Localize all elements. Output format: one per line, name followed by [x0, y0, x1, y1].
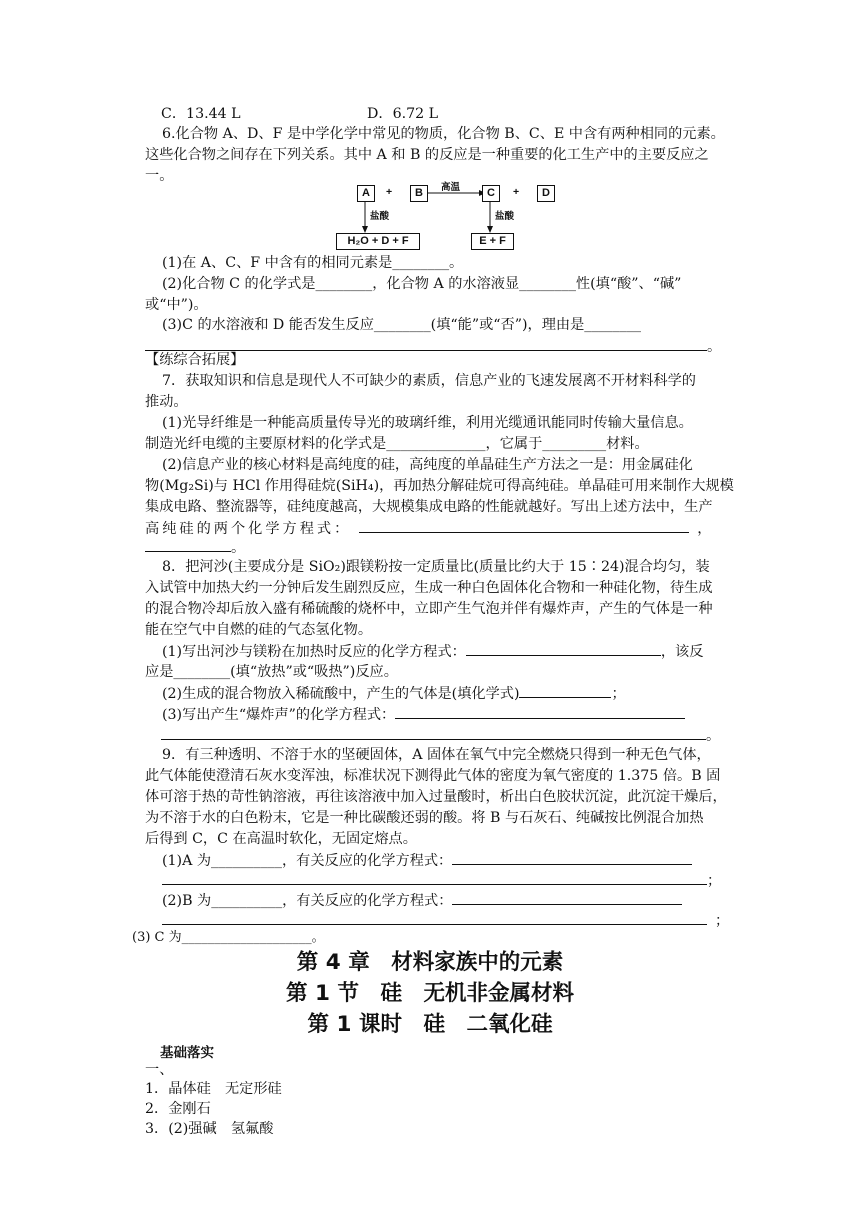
- q7-part1-line1: (1)光导纤维是一种能高质量传导光的玻璃纤维，利用光缆通讯能同时传输大量信息。: [162, 415, 693, 431]
- q7-part2-line2: 物(Mg₂Si)与 HCl 作用得硅烷(SiH₄)，再加热分解硅烷可得高纯硅。单晶硅可用来制作大规模: [145, 478, 734, 494]
- box-a: A: [357, 185, 375, 202]
- q6-part1: (1)在 A、C、F 中含有的相同元素是________。: [162, 255, 464, 271]
- plus-sign-1: +: [386, 186, 393, 198]
- answer-blank: [359, 518, 689, 533]
- box-b: B: [410, 185, 428, 202]
- semicolon: ；: [715, 913, 730, 929]
- q9-part2-prompt: (2)B 为__________，有关反应的化学方程式：: [162, 893, 453, 909]
- q7-stem-line1: 7．获取知识和信息是现代人不可缺少的素质，信息产业的飞速发展离不开材料科学的: [162, 373, 696, 389]
- option-c: C．13.44 L: [161, 106, 241, 122]
- option-d: D．6.72 L: [367, 106, 439, 122]
- q7-part2-line4: [145, 518, 717, 539]
- comma: ，: [697, 521, 712, 537]
- q9-stem-line5: 后得到 C，C 在高温时软化，无固定熔点。: [145, 831, 417, 847]
- answer-blank: [452, 890, 682, 905]
- q8-part3-prompt: (3)写出产生“爆炸声”的化学方程式：: [162, 707, 396, 723]
- q6-part3-line1: (3)C 的水溶液和 D 能否发生反应________(填“能”或“否”)，理由是________: [162, 317, 642, 333]
- box-products-left: H₂O + D + F: [336, 233, 420, 250]
- q8-stem-line1: 8．把河沙(主要成分是 SiO₂)跟镁粉按一定质量比(质量比约大于 15∶24)混合均匀，装: [162, 559, 710, 575]
- answers-heading: 基础落实: [160, 1045, 214, 1061]
- answer-blank: [395, 704, 685, 719]
- q6-part2-line2: 或“中”)。: [145, 297, 208, 313]
- q7-part2-line5: [145, 537, 717, 558]
- q6-stem-line3: 一。: [145, 168, 174, 184]
- q6-stem-line2: 这些化合物之间存在下列关系。其中 A 和 B 的反应是一种重要的化工生产中的主要反应之: [145, 147, 709, 163]
- q8-part3-line1: [162, 704, 734, 725]
- q8-part3-line2b: [145, 725, 721, 746]
- q8-part1-line1: [162, 641, 734, 662]
- section-title: 第 1 节 硅 无机非金属材料: [286, 981, 574, 1006]
- answer-2: 2．金刚石: [145, 1101, 211, 1117]
- q9-stem-line1: 9．有三种透明、不溶于水的坚硬固体，A 固体在氧气中完全燃烧只得到一种无色气体，: [162, 747, 711, 763]
- q9-part2-line1: [162, 890, 734, 911]
- q8-part1-line2: 应是________(填“放热”或“吸热”)反应。: [145, 664, 398, 680]
- answer-1: 1．晶体硅 无定形硅: [145, 1081, 282, 1097]
- q9-stem-line4: 为不溶于水的白色粉末，它是一种比碳酸还弱的酸。将 B 与石灰石、纯碱按比例混合加热: [145, 810, 704, 826]
- answer-blank: [519, 683, 611, 698]
- q8-part2: [162, 683, 734, 704]
- answer-blank: [162, 910, 707, 925]
- q9-part3: (3) C 为____________________。: [132, 930, 325, 945]
- q9-part1-line2: [162, 870, 734, 891]
- q7-part1-line2: 制造光纤电缆的主要原材料的化学式是______________，它属于_________材料。: [145, 436, 649, 452]
- q7-part2-line1: (2)信息产业的核心材料是高纯度的硅，高纯度的单晶硅生产方法之一是：用金属硅化: [162, 457, 693, 473]
- reagent-acid-right: 盐酸: [495, 211, 515, 222]
- q9-stem-line3: 体可溶于热的苛性钠溶液，再往该溶液中加入过量酸时，析出白色胶状沉淀，此沉淀干燥后，: [145, 789, 727, 805]
- answer-blank: [161, 725, 706, 740]
- q8-stem-line3: 的混合物冷却后放入盛有稀硫酸的烧杯中，立即产生气泡并伴有爆炸声，产生的气体是一种: [145, 601, 713, 617]
- chapter-title: 第 4 章 材料家族中的元素: [296, 950, 564, 975]
- box-d: D: [537, 185, 555, 202]
- q8-stem-line2: 入试管中加热大约一分钟后发生剧烈反应，生成一种白色固体化合物和一种硅化物，待生成: [145, 580, 713, 596]
- q9-part1-prompt: (1)A 为__________，有关反应的化学方程式：: [162, 853, 453, 869]
- q8-part1-continuation: ，该反: [660, 644, 704, 660]
- period: 。: [707, 339, 722, 355]
- semicolon: ；: [611, 686, 626, 702]
- answer-blank: [466, 641, 661, 656]
- section-practice-heading: 【练综合拓展】: [145, 352, 245, 368]
- q6-part2-line1: (2)化合物 C 的化学式是________，化合物 A 的水溶液显________性(填“酸”、“碱”: [162, 276, 682, 292]
- q7-equation-prompt: 高纯硅的两个化学方程式：: [145, 521, 352, 537]
- reagent-acid-left: 盐酸: [370, 211, 390, 222]
- answers-part-one: 一、: [145, 1062, 174, 1078]
- box-c: C: [482, 185, 500, 202]
- q8-part1-prompt: (1)写出河沙与镁粉在加热时反应的化学方程式：: [162, 644, 466, 660]
- period: 。: [706, 728, 721, 744]
- answer-blank: [162, 870, 707, 885]
- answer-blank: [452, 850, 692, 865]
- semicolon: ；: [707, 873, 722, 889]
- q6-stem-line1: 6.化合物 A、D、F 是中学化学中常见的物质，化合物 B、C、E 中含有两种相同的元素。: [162, 126, 725, 142]
- q8-stem-line4: 能在空气中自燃的硅的气态氢化物。: [145, 622, 373, 638]
- box-products-right: E + F: [471, 233, 514, 250]
- answer-3: 3．(2)强碱 氢氟酸: [145, 1121, 274, 1137]
- period: 。: [231, 540, 246, 556]
- lesson-title: 第 1 课时 硅 二氧化硅: [307, 1012, 553, 1037]
- answer-blank: [145, 336, 707, 351]
- answer-blank: [145, 537, 231, 552]
- q7-part2-line3: 集成电路、整流器等，硅纯度越高，大规模集成电路的性能就越好。写出上述方法中，生产: [145, 499, 713, 515]
- q9-part1-line1: [162, 850, 734, 871]
- q9-stem-line2: 此气体能使澄清石灰水变浑浊，标准状况下测得此气体的密度为氧气密度的 1.375 倍。B 固: [145, 768, 721, 784]
- plus-sign-2: +: [513, 186, 520, 198]
- q8-part2-prompt: (2)生成的混合物放入稀硫酸中，产生的气体是(填化学式): [162, 686, 520, 702]
- q7-stem-line2: 推动。: [145, 394, 188, 410]
- condition-high-temp: 高温: [441, 182, 461, 193]
